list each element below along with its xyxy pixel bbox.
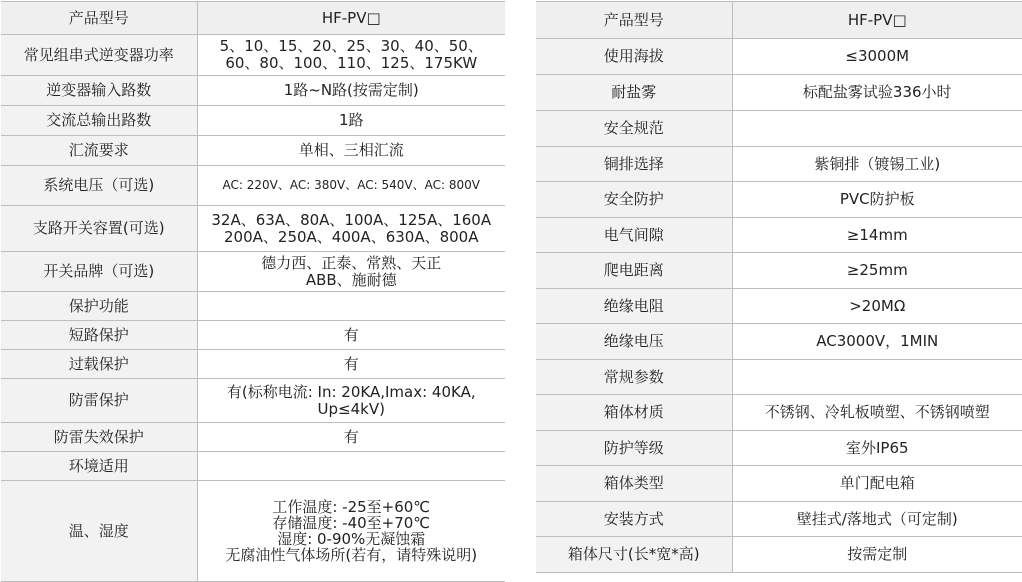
spec-value: ≤3000M <box>732 39 1022 75</box>
left-spec-table <box>1 1 505 582</box>
spec-key: 绝缘电阻 <box>536 289 732 324</box>
spec-key: 箱体材质 <box>536 395 732 431</box>
spec-key: 耐盐雾 <box>536 75 732 111</box>
spec-key: 支路开关容置(可选) <box>1 206 197 252</box>
spec-value <box>732 111 1022 147</box>
spec-value: 不锈钢、冷轧板喷塑、不锈钢喷塑 <box>732 395 1022 431</box>
spec-key: 汇流要求 <box>1 136 197 166</box>
spec-value: 有(标称电流: In: 20KA,Imax: 40KA, Up≤4kV) <box>197 379 505 423</box>
table-row <box>1 252 505 292</box>
table-row <box>536 111 1022 147</box>
header-key-cell: 产品型号 <box>536 2 732 39</box>
table-row <box>1 379 505 423</box>
table-row <box>1 206 505 252</box>
table-row <box>536 39 1022 75</box>
spec-value: 标配盐雾试验336小时 <box>732 75 1022 111</box>
table-row <box>1 76 505 106</box>
spec-key: 安全防护 <box>536 182 732 218</box>
section-label: 安全规范 <box>536 111 732 147</box>
table-row <box>1 106 505 136</box>
spec-key: 交流总输出路数 <box>1 106 197 136</box>
spec-key: 温、湿度 <box>1 481 197 582</box>
spec-value: PVC防护板 <box>732 182 1022 218</box>
table-row <box>536 502 1022 537</box>
spec-value: AC3000V，1MIN <box>732 324 1022 360</box>
spec-value: 1路~N路(按需定制) <box>197 76 505 106</box>
table-row <box>536 431 1022 466</box>
right-spec-table <box>536 1 1022 573</box>
table-row <box>536 466 1022 502</box>
spec-key: 使用海拔 <box>536 39 732 75</box>
spec-key: 箱体尺寸(长*宽*高) <box>536 537 732 573</box>
spec-value <box>197 452 505 481</box>
table-row <box>1 166 505 206</box>
table-row <box>536 360 1022 395</box>
spec-value: AC: 220V、AC: 380V、AC: 540V、AC: 800V <box>197 166 505 206</box>
spec-value <box>732 360 1022 395</box>
table-row <box>536 182 1022 218</box>
table-row <box>1 423 505 452</box>
table-row <box>1 350 505 379</box>
section-label: 常规参数 <box>536 360 732 395</box>
spec-value: 5、10、15、20、25、30、40、50、 60、80、100、110、125、175KW <box>197 35 505 76</box>
table-row <box>1 452 505 481</box>
spec-value: 1路 <box>197 106 505 136</box>
spec-key: 安装方式 <box>536 502 732 537</box>
table-row <box>536 395 1022 431</box>
spec-key: 防护等级 <box>536 431 732 466</box>
spec-key: 绝缘电压 <box>536 324 732 360</box>
spec-value: 单门配电箱 <box>732 466 1022 502</box>
table-row <box>536 75 1022 111</box>
spec-key: 箱体类型 <box>536 466 732 502</box>
table-row <box>1 136 505 166</box>
table-row <box>1 292 505 321</box>
table-row <box>536 218 1022 253</box>
spec-key: 常见组串式逆变器功率 <box>1 35 197 76</box>
spec-value: 按需定制 <box>732 537 1022 573</box>
table-row <box>536 537 1022 573</box>
spec-value: 壁挂式/落地式（可定制) <box>732 502 1022 537</box>
spec-value: 32A、63A、80A、100A、125A、160A 200A、250A、400A、630A、800A <box>197 206 505 252</box>
section-label: 环境适用 <box>1 452 197 481</box>
spec-key: 逆变器输入路数 <box>1 76 197 106</box>
table-header-row <box>536 2 1022 39</box>
spec-value: ≥14mm <box>732 218 1022 253</box>
spec-value: 有 <box>197 350 505 379</box>
table-row <box>1 35 505 76</box>
header-value-cell: HF-PV□ <box>197 2 505 35</box>
spec-key: 开关品牌（可选) <box>1 252 197 292</box>
spec-key: 防雷保护 <box>1 379 197 423</box>
spec-key: 防雷失效保护 <box>1 423 197 452</box>
spec-value: 工作温度: -25至+60℃ 存储温度: -40至+70℃ 湿度: 0-90%无凝蚀霜 无腐油性气体场所(若有，请特殊说明) <box>197 481 505 582</box>
spec-value: 有 <box>197 423 505 452</box>
table-row <box>1 321 505 350</box>
spec-key: 短路保护 <box>1 321 197 350</box>
section-label: 保护功能 <box>1 292 197 321</box>
spec-value: ≥25mm <box>732 253 1022 289</box>
header-value-cell: HF-PV□ <box>732 2 1022 39</box>
spec-value: 单相、三相汇流 <box>197 136 505 166</box>
spec-key: 过载保护 <box>1 350 197 379</box>
spec-key: 电气间隙 <box>536 218 732 253</box>
table-row <box>536 147 1022 182</box>
table-row <box>536 253 1022 289</box>
spec-value: 有 <box>197 321 505 350</box>
spec-key: 铜排选择 <box>536 147 732 182</box>
table-row <box>536 324 1022 360</box>
spec-key: 爬电距离 <box>536 253 732 289</box>
spec-value: 德力西、正泰、常熟、天正 ABB、施耐德 <box>197 252 505 292</box>
spec-value: >20MΩ <box>732 289 1022 324</box>
header-key-cell: 产品型号 <box>1 2 197 35</box>
table-row <box>1 481 505 582</box>
spec-value <box>197 292 505 321</box>
table-header-row <box>1 2 505 35</box>
table-row <box>536 289 1022 324</box>
spec-value: 室外IP65 <box>732 431 1022 466</box>
spec-key: 系统电压（可选) <box>1 166 197 206</box>
spec-value: 紫铜排（镀锡工业) <box>732 147 1022 182</box>
